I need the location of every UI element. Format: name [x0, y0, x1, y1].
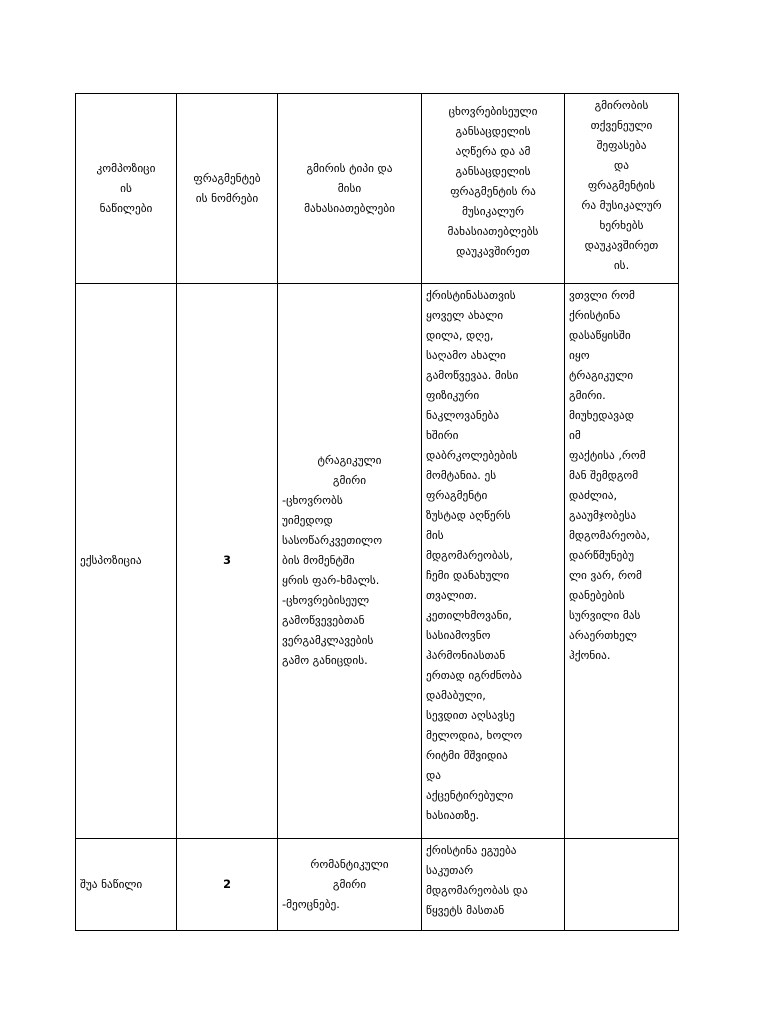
- table-row-exposition: [76, 284, 679, 839]
- cell-assessment: [565, 839, 679, 931]
- header-life-challenge: [422, 94, 565, 284]
- text-line: და: [614, 159, 629, 172]
- text-line: მომტანია. ეს: [426, 469, 497, 482]
- header-fragment-numbers: [177, 94, 278, 284]
- text-line: წყვეტს მასთან: [426, 904, 505, 917]
- text-line: დაძლია,: [569, 489, 618, 502]
- analysis-table: [75, 93, 679, 931]
- text-line: მახასიათებლებს: [447, 225, 539, 238]
- text-line: -ცხოვრებისეულ: [282, 594, 370, 607]
- text-line: მდგომარეობა,: [569, 529, 651, 542]
- text-line: ის: [120, 181, 132, 195]
- text-line: ბის მომენტში: [282, 554, 355, 567]
- text-line: ზუსტად აღწერს: [426, 509, 511, 522]
- text-line: დაუკავშირეთ: [456, 245, 530, 258]
- text-line: დასაწყისში: [569, 329, 631, 342]
- text-line: ის ნომრები: [195, 191, 259, 205]
- text-line: ფრაგმენტებ: [193, 171, 261, 185]
- cell-description: [422, 284, 565, 839]
- text-line: -ცხოვრობს: [282, 494, 343, 507]
- text-line: ქრისტინა: [569, 309, 621, 322]
- cell-part: ექსპოზიცია: [76, 284, 177, 839]
- text-line: ტრაგიკული: [317, 454, 382, 467]
- cell-description: [422, 839, 565, 931]
- text-line: მისი: [337, 181, 362, 195]
- text-line: მელოდია, ხოლო: [426, 729, 523, 742]
- text-line: დაბრკოლებების: [426, 449, 518, 462]
- text-line: კეთილხმოვანი,: [426, 609, 512, 622]
- table-row-middle: [76, 839, 679, 931]
- text-line: დილა, დღე,: [426, 329, 494, 342]
- text-line: მიუხედავად: [569, 409, 635, 422]
- text-line: მდგომარეობას,: [426, 549, 513, 562]
- text-line: მან შემდგომ: [569, 469, 639, 482]
- text-line: მდგომარეობას და: [426, 884, 528, 897]
- text-line: ცხოვრებისეული: [448, 105, 538, 118]
- header-assessment: [565, 94, 679, 284]
- text-line: თვალით.: [426, 589, 478, 602]
- text-line: ყრის ფარ-ხმალს.: [282, 574, 380, 587]
- text-line: ჩემი დანახული: [426, 569, 510, 582]
- text-line: ჰქონია.: [569, 649, 611, 662]
- header-composition-parts: [76, 94, 177, 284]
- text-line: ფრაგმენტი: [426, 489, 488, 502]
- text-line: მის: [426, 529, 444, 542]
- text-line: აღწერა და ამ: [455, 145, 531, 158]
- text-line: და: [426, 769, 441, 782]
- text-line: რა მუსიკალურ: [581, 199, 662, 212]
- text-line: ნაწილები: [99, 201, 153, 215]
- text-line: ვერგამკლავების: [282, 634, 374, 647]
- cell-number: 3: [177, 284, 278, 839]
- text-line: გმირი.: [569, 389, 606, 402]
- cell-part: შუა ნაწილი: [76, 839, 177, 931]
- text-line: გამოწვევებთან: [282, 614, 365, 627]
- text-line: საღამო ახალი: [426, 349, 506, 362]
- text-line: მახასიათებლები: [304, 201, 395, 215]
- text-line: საკუთარ: [426, 864, 474, 877]
- text-line: ხასიათზე.: [426, 809, 480, 822]
- cell-hero: [278, 839, 422, 931]
- text-line: ერთად იგრძნობა: [426, 669, 523, 682]
- text-line: უიმედოდ: [282, 514, 333, 527]
- text-line: რომანტიკული: [310, 857, 389, 871]
- text-line: გმირი: [332, 474, 367, 487]
- text-line: არაერთხელ: [569, 629, 637, 642]
- text-line: სასიამოვნო: [426, 629, 491, 642]
- cell-assessment: [565, 284, 679, 839]
- text-line: დამაბული,: [426, 689, 486, 702]
- cell-hero: [278, 284, 422, 839]
- text-line: იმ: [569, 429, 581, 442]
- text-line: დარწმუნებუ: [569, 549, 635, 562]
- text-line: ყოველ ახალი: [426, 309, 504, 322]
- text-line: რიტმი მშვიდია: [426, 749, 508, 762]
- text-line: გამო განიცდის.: [282, 654, 368, 667]
- text-line: ნაკლოვანება: [426, 409, 500, 422]
- text-line: განსაცდელის: [455, 165, 531, 178]
- text-line: გმირობის: [594, 99, 649, 112]
- header-row: [76, 94, 679, 284]
- text-line: ხშირი: [426, 429, 459, 442]
- text-line: ფიზიკური: [426, 389, 480, 402]
- text-line: გმირი: [332, 877, 367, 891]
- header-hero-type: [278, 94, 422, 284]
- text-line: მუსიკალურ: [462, 205, 524, 218]
- text-line: ვთვლი რომ: [569, 289, 635, 302]
- text-line: განსაცდელის: [455, 125, 531, 138]
- text-line: თქვენეული: [590, 119, 653, 132]
- text-line: ხერხებს: [599, 219, 644, 232]
- text-line: დანებების: [569, 589, 625, 602]
- text-line: სურვილი მას: [569, 609, 641, 622]
- text-line: ფრაგმენტის რა: [450, 185, 536, 198]
- text-line: ტრაგიკული: [569, 369, 634, 382]
- text-line: ქრისტინა ეგუება: [426, 844, 517, 857]
- text-line: გამოწვევაა. მისი: [426, 369, 519, 382]
- text-line: ის.: [613, 259, 630, 272]
- text-line: ფრაგმენტის: [587, 179, 656, 192]
- text-line: ლი ვარ, რომ: [569, 569, 642, 582]
- text-line: დაუკავშირეთ: [584, 239, 659, 252]
- text-line: აქცენტირებული: [426, 789, 514, 802]
- text-line: სევდით აღსავსე: [426, 709, 515, 722]
- text-line: სასოწარკვეთილო: [282, 534, 383, 547]
- text-line: შეფასება: [596, 139, 647, 152]
- text-line: იყო: [569, 349, 590, 362]
- text-line: გმირის ტიპი და: [306, 161, 393, 175]
- text-line: კომპოზიცი: [96, 161, 156, 175]
- text-line: ჰარმონიასთან: [426, 649, 506, 662]
- text-line: -მეოცნებე.: [282, 897, 340, 911]
- cell-number: 2: [177, 839, 278, 931]
- text-line: ქრისტინასათვის: [426, 289, 516, 302]
- text-line: გააუმჯობესა: [569, 509, 637, 522]
- text-line: ფაქტისა ,რომ: [569, 449, 646, 462]
